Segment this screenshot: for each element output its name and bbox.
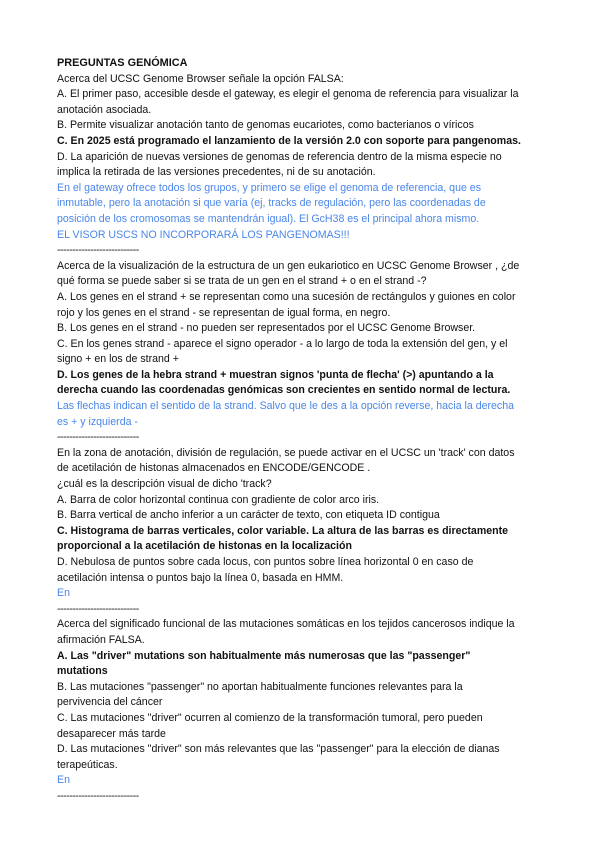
q1-option-d: implica la retirada de las versiones precedentes, ni de su anotación.	[57, 166, 376, 179]
q3-option-c-answer: proporcional a la acetilación de histonas en la localización	[57, 540, 352, 553]
q3-stem: de acetilación de histonas almacenados en ENCODE/GENCODE .	[57, 462, 371, 475]
q1-explanation: posición de los cromosomas se mantendrán igual). El GcH38 es el principal ahora mismo.	[57, 212, 480, 225]
q2-option-a: A. Los genes en el strand + se representan como una sucesión de rectángulos y guiones en color	[57, 290, 516, 303]
q3-stem: En la zona de anotación, división de regulación, se puede activar en el UCSC un 'track' con datos	[57, 446, 515, 459]
q3-option-a: A. Barra de color horizontal continua con gradiente de color arco iris.	[57, 493, 380, 506]
q4-option-b: pervivencia del cáncer	[57, 696, 163, 709]
q4-stem: afirmación FALSA.	[57, 633, 145, 646]
q4-option-d: D. Las mutaciones "driver" son más relevantes que las "passenger" para la elección de dianas	[57, 743, 500, 756]
q4-option-d: terapeúticas.	[57, 758, 118, 771]
q2-option-b: B. Los genes en el strand - no pueden ser representados por el UCSC Genome Browser.	[57, 322, 476, 335]
q2-option-c: signo + en los de strand +	[57, 353, 179, 366]
q2-option-a: rojo y los genes en el strand - se representan de igual forma, en negro.	[57, 306, 391, 319]
q2-option-d-answer: D. Los genes de la hebra strand + muestran signos 'punta de flecha' (>) apuntando a la	[57, 368, 494, 381]
q3-option-c-answer: C. Histograma de barras verticales, color variable. La altura de las barras es directamente	[57, 524, 509, 537]
q1-option-c-answer: C. En 2025 está programado el lanzamiento de la versión 2.0 con soporte para pangenomas.	[57, 134, 521, 147]
q1-option-b: B. Permite visualizar anotación tanto de genomas eucariotes, como bacterianos o víricos	[57, 119, 474, 132]
q4-stem: Acerca del significado funcional de las mutaciones somáticas en los tejidos cancerosos indique la	[57, 618, 515, 631]
q4-option-a-answer: mutations	[57, 665, 108, 678]
question-4	[57, 617, 547, 804]
q2-stem: qué forma se puede saber si se trata de un gen en el strand + o en el strand -?	[57, 275, 427, 288]
q2-option-d-answer: derecha cuando las coordenadas genómicas son crecientes en sentido normal de lectura.	[57, 384, 511, 397]
question-1	[57, 72, 547, 259]
q2-option-c: C. En los genes strand - aparece el signo operador - a lo largo de toda la extensión del gen, y el	[57, 337, 508, 350]
q3-option-d: acetilación intensa o puntos bajo la línea 0, basada en HMM.	[57, 571, 344, 584]
separator: ---------------------------	[57, 244, 139, 257]
separator: ---------------------------	[57, 789, 139, 802]
q1-explanation: En el gateway ofrece todos los grupos, y primero se elige el genoma de referencia, que es	[57, 181, 481, 194]
separator: ---------------------------	[57, 602, 139, 615]
q1-stem: Acerca del UCSC Genome Browser señale la opción FALSA:	[57, 72, 344, 85]
q1-option-a: anotación asociada.	[57, 103, 152, 116]
q2-explanation: es + y izquierda -	[57, 415, 138, 428]
q1-explanation: inmutable, pero la anotación si que varía (ej, tracks de regulación, pero las coordenadas de	[57, 197, 486, 210]
q4-option-b: B. Las mutaciones "passenger" no aportan habitualmente funciones relevantes para la	[57, 680, 463, 693]
q3-explanation: En	[57, 587, 70, 600]
q2-stem: Acerca de la visualización de la estructura de un gen eukariotico en UCSC Genome Browser , ¿de	[57, 259, 520, 272]
document-page	[57, 56, 547, 805]
q4-option-c: C. Las mutaciones "driver" ocurren al comienzo de la transformación tumoral, pero pueden	[57, 711, 483, 724]
q3-option-d: D. Nebulosa de puntos sobre cada locus, con puntos sobre línea horizontal 0 en caso de	[57, 556, 474, 568]
q1-explanation: EL VISOR USCS NO INCORPORARÁ LOS PANGENOMAS!!!	[57, 228, 350, 241]
separator: ---------------------------	[57, 431, 139, 444]
q4-explanation: En	[57, 774, 70, 787]
q4-option-c: desaparecer más tarde	[57, 727, 166, 740]
q4-option-a-answer: A. Las "driver" mutations son habitualmente más numerosas que las "passenger"	[57, 649, 471, 662]
q2-explanation: Las flechas indican el sentido de la strand. Salvo que le des a la opción reverse, hacia la derecha	[57, 400, 514, 413]
question-3	[57, 446, 547, 618]
question-2	[57, 259, 547, 446]
q3-stem: ¿cuál es la descripción visual de dicho 'track?	[57, 478, 272, 491]
q1-option-a: A. El primer paso, accesible desde el gateway, es elegir el genoma de referencia para visualizar la	[57, 88, 519, 101]
q3-option-b: B. Barra vertical de ancho inferior a un carácter de texto, con etiqueta ID contigua	[57, 509, 440, 522]
document-title: PREGUNTAS GENÓMICA	[57, 57, 188, 69]
q1-option-d: D. La aparición de nuevas versiones de genomas de referencia dentro de la misma especie no	[57, 150, 502, 163]
